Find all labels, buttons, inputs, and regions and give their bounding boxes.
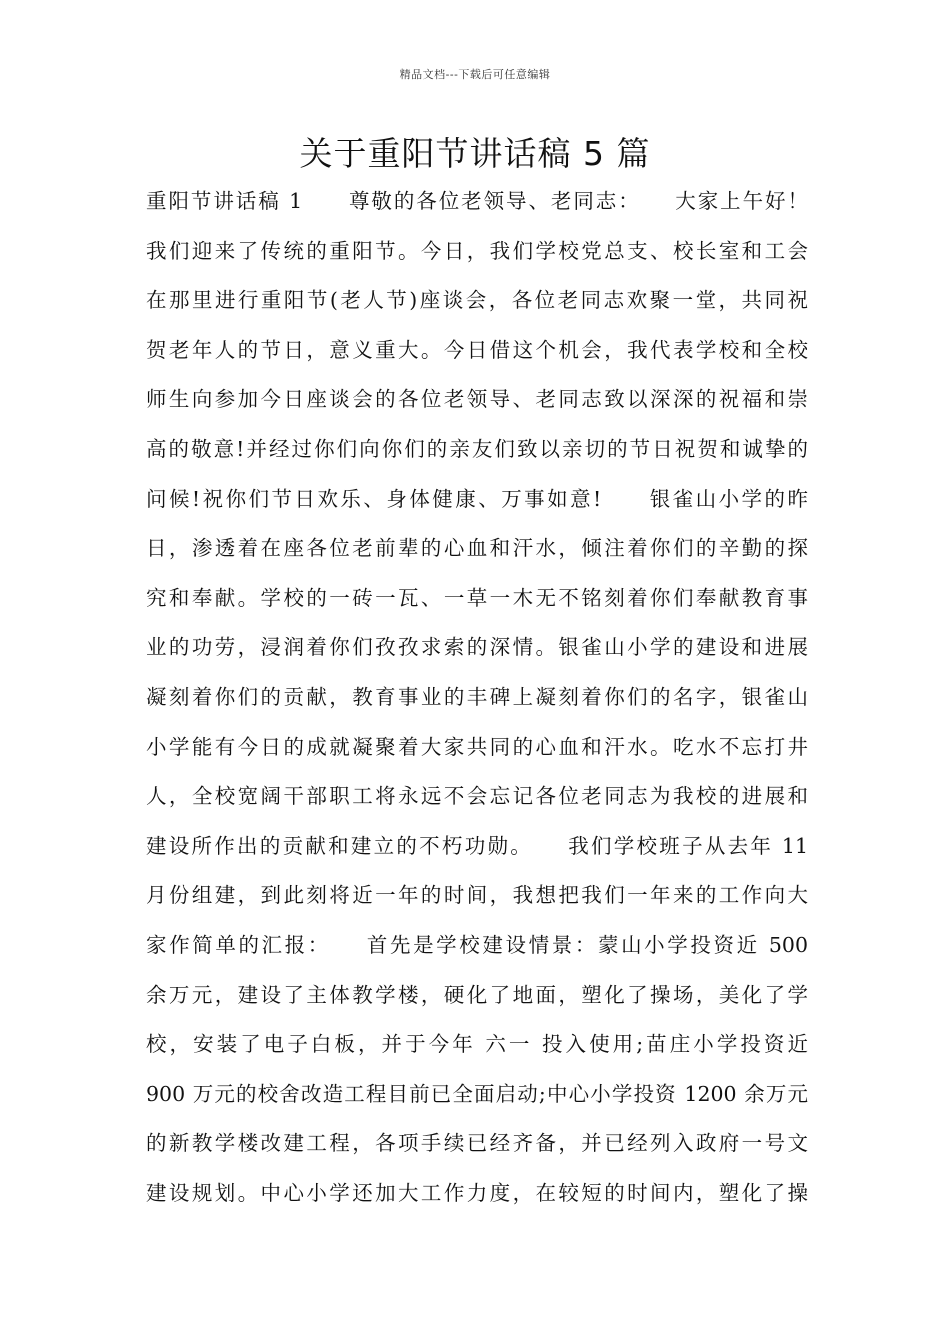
body-line-13: 人，全校宽阔干部职工将永远不会忘记各位老同志为我校的进展和 (146, 784, 808, 809)
body-line-8: 日，渗透着在座各位老前辈的心血和汗水，倾注着你们的辛勤的探 (146, 536, 808, 561)
body-line-3: 在那里进行重阳节(老人节)座谈会，各位老同志欢聚一堂，共同祝 (146, 288, 808, 313)
body-line-17: 余万元，建设了主体教学楼，硬化了地面，塑化了操场，美化了学 (146, 982, 808, 1007)
body-line-18: 校，安装了电子白板，并于今年 六一 投入使用;苗庄小学投资近 (146, 1032, 808, 1057)
body-line-19: 900 万元的校舍改造工程目前已全面启动;中心小学投资 1200 余万元 (146, 1081, 808, 1106)
body-line-16: 家作简单的汇报： 首先是学校建设情景：蒙山小学投资近 500 (146, 932, 808, 957)
body-line-7: 问候!祝你们节日欢乐、身体健康、万事如意! 银雀山小学的昨 (146, 486, 808, 511)
body-line-4: 贺老年人的节日，意义重大。今日借这个机会，我代表学校和全校 (146, 337, 808, 362)
body-line-11: 凝刻着你们的贡献，教育事业的丰碑上凝刻着你们的名字，银雀山 (146, 684, 808, 709)
body-line-10: 业的功劳，浸润着你们孜孜求索的深情。银雀山小学的建设和进展 (146, 635, 808, 660)
body-line-14: 建设所作出的贡献和建立的不朽功勋。 我们学校班子从去年 11 (146, 833, 808, 858)
body-line-12: 小学能有今日的成就凝聚着大家共同的心血和汗水。吃水不忘打井 (146, 734, 808, 759)
body-line-21: 建设规划。中心小学还加大工作力度，在较短的时间内，塑化了操 (146, 1180, 808, 1205)
body-line-5: 师生向参加今日座谈会的各位老领导、老同志致以深深的祝福和崇 (146, 387, 808, 412)
document-body (146, 180, 808, 1221)
body-line-2: 我们迎来了传统的重阳节。今日，我们学校党总支、校长室和工会 (146, 238, 808, 263)
document-title: 关于重阳节讲话稿 5 篇 (299, 134, 651, 173)
body-line-9: 究和奉献。学校的一砖一瓦、一草一木无不铭刻着你们奉献教育事 (146, 585, 808, 610)
header-note: 精品文档---下载后可任意编辑 (399, 68, 551, 81)
body-line-6: 高的敬意!并经过你们向你们的亲友们致以亲切的节日祝贺和诚挚的 (146, 436, 808, 461)
body-line-15: 月份组建，到此刻将近一年的时间，我想把我们一年来的工作向大 (146, 883, 808, 908)
body-line-1: 重阳节讲话稿 1 尊敬的各位老领导、老同志： 大家上午好！ (146, 189, 808, 213)
body-line-20: 的新教学楼改建工程，各项手续已经齐备，并已经列入政府一号文 (146, 1131, 808, 1156)
